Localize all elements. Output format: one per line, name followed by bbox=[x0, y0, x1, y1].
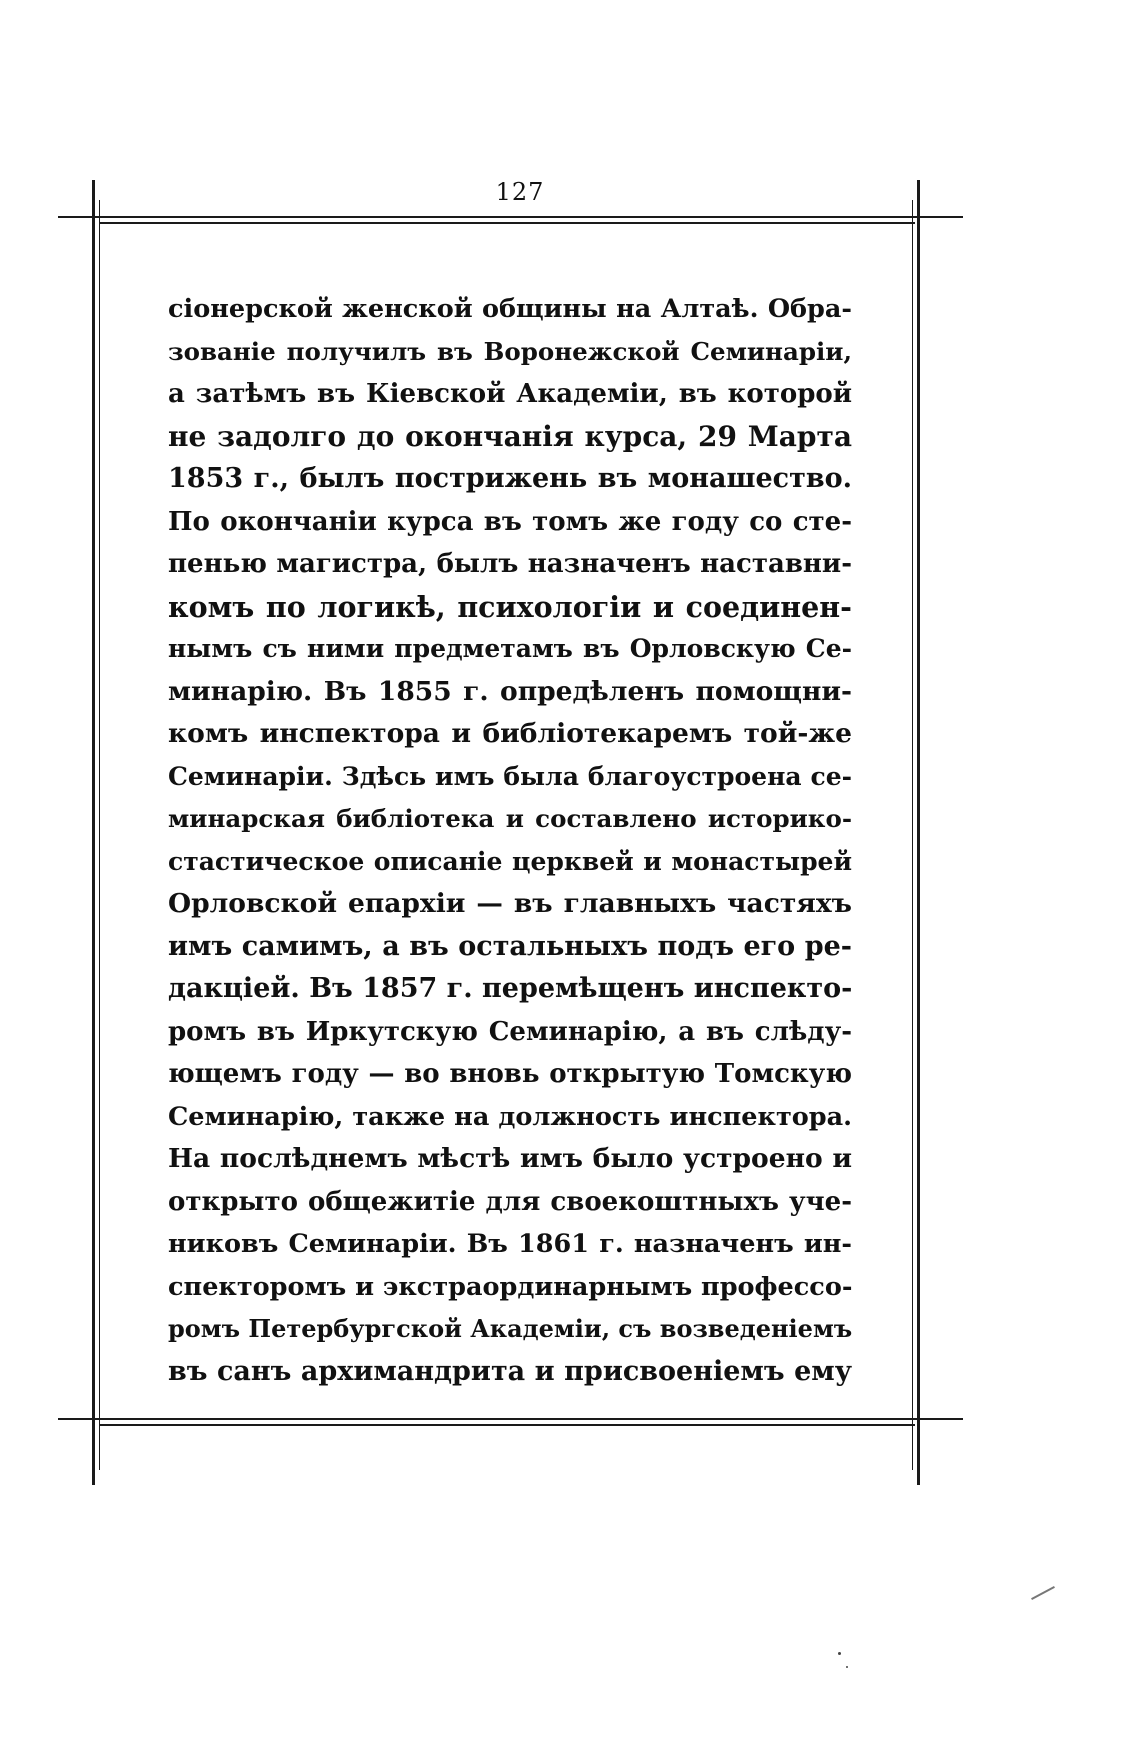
frame-top-rule-outer bbox=[58, 216, 963, 218]
text-line: имъ самимъ, а въ остальныхъ подъ его ре- bbox=[168, 930, 852, 962]
text-line: На послѣднемъ мѣстѣ имъ было устроено и bbox=[168, 1143, 852, 1174]
frame-top-rule-inner bbox=[100, 222, 915, 224]
text-line: минарская библіотека и составлено историко- bbox=[168, 804, 852, 833]
body-text bbox=[168, 288, 852, 1393]
text-line: 1853 г., былъ пострижень въ монашество. bbox=[168, 463, 852, 494]
frame-left-rule-outer bbox=[92, 180, 95, 1485]
text-line: Семинарію, также на должность инспектора. bbox=[168, 1101, 852, 1132]
frame-right-rule-inner bbox=[912, 200, 913, 1470]
scan-speck bbox=[838, 1652, 841, 1655]
text-line: а затѣмъ въ Кіевской Академіи, въ которой bbox=[168, 379, 852, 409]
text-line: По окончаніи курса въ томъ же году со сте- bbox=[168, 506, 852, 537]
text-line: стастическое описаніе церквей и монастырей bbox=[168, 846, 852, 876]
text-line: Орловской епархіи — въ главныхъ частяхъ bbox=[168, 888, 852, 919]
text-line: комъ по логикѣ, психологіи и соединен- bbox=[168, 589, 852, 624]
scan-speck bbox=[846, 1666, 848, 1668]
text-line: Семинаріи. Здѣсь имъ была благоустроена се- bbox=[168, 761, 852, 791]
text-line: не задолго до окончанія курса, 29 Марта bbox=[168, 419, 852, 453]
text-line: въ санъ архимандрита и присвоеніемъ ему bbox=[168, 1355, 852, 1387]
text-line: никовъ Семинаріи. Въ 1861 г. назначенъ ин- bbox=[168, 1229, 852, 1259]
scan-mark bbox=[1031, 1586, 1055, 1600]
text-line: комъ инспектора и библіотекаремъ той-же bbox=[168, 718, 852, 749]
text-line: зованіе получилъ въ Воронежской Семинаріи, bbox=[168, 336, 852, 366]
text-line: ющемъ году — во вновь открытую Томскую bbox=[168, 1059, 852, 1089]
text-line: ромъ Петербургской Академіи, съ возведеніемъ bbox=[168, 1314, 853, 1343]
frame-bottom-rule-outer bbox=[58, 1418, 963, 1420]
text-line: дакціей. Въ 1857 г. перемѣщенъ инспекто- bbox=[168, 973, 853, 1004]
frame-bottom-rule-inner bbox=[100, 1424, 915, 1426]
text-line: открыто общежитіе для своекоштныхъ уче- bbox=[168, 1186, 852, 1217]
text-line: ромъ въ Иркутскую Семинарію, а въ слѣду- bbox=[168, 1016, 852, 1047]
text-line: спекторомъ и экстраординарнымъ профессо- bbox=[168, 1271, 853, 1302]
text-line: сіонерской женской общины на Алтаѣ. Обра- bbox=[168, 294, 852, 324]
frame-left-rule-inner bbox=[99, 200, 100, 1470]
text-line: минарію. Въ 1855 г. опредѣленъ помощни- bbox=[168, 675, 852, 707]
frame-right-rule-outer bbox=[917, 180, 920, 1485]
text-line: нымъ съ ними предметамъ въ Орловскую Се- bbox=[168, 634, 852, 663]
page-number: 127 bbox=[495, 178, 545, 206]
text-line: пенью магистра, былъ назначенъ наставни- bbox=[168, 549, 852, 579]
